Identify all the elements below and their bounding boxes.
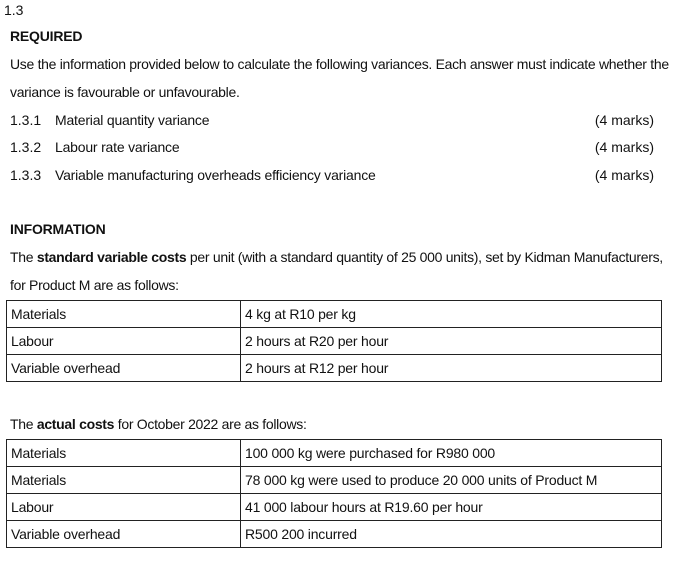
table-cell-value: 4 kg at R10 per kg [241, 301, 662, 328]
required-heading: REQUIRED [10, 28, 83, 44]
table-cell-value: R500 200 incurred [241, 521, 662, 548]
table-row [7, 494, 662, 521]
standard-costs-intro [10, 249, 663, 265]
table-cell-item: Variable overhead [7, 355, 241, 382]
item-label: Material quantity variance [55, 112, 210, 128]
table-row [7, 355, 662, 382]
item-label: Labour rate variance [55, 139, 180, 155]
table-cell-item: Variable overhead [7, 521, 241, 548]
table-cell-item: Materials [7, 467, 241, 494]
table-row [7, 440, 662, 467]
table-row [7, 301, 662, 328]
table-cell-item: Materials [7, 440, 241, 467]
standard-costs-table [6, 300, 662, 382]
table-cell-value: 2 hours at R20 per hour [241, 328, 662, 355]
table-cell-item: Labour [7, 328, 241, 355]
intro-text: per unit (with a standard quantity of 25 000 units), set by Kidman Manufacturers, [186, 249, 663, 265]
actual-costs-table [6, 439, 662, 548]
table-cell-value: 2 hours at R12 per hour [241, 355, 662, 382]
table-row [7, 467, 662, 494]
item-number: 1.3.1 [10, 112, 42, 128]
intro-bold-text: standard variable costs [36, 249, 187, 265]
table-cell-value: 78 000 kg were used to produce 20 000 units of Product M [241, 467, 662, 494]
item-marks: (4 marks) [594, 139, 654, 155]
item-number: 1.3.2 [10, 139, 42, 155]
standard-costs-intro-line2: for Product M are as follows: [10, 277, 179, 293]
information-heading: INFORMATION [10, 221, 106, 237]
actual-costs-intro [10, 416, 307, 432]
intro-text: The [10, 416, 37, 432]
table-cell-value: 100 000 kg were purchased for R980 000 [241, 440, 662, 467]
table-cell-item: Materials [7, 301, 241, 328]
item-number: 1.3.3 [10, 167, 42, 183]
table-cell-value: 41 000 labour hours at R19.60 per hour [241, 494, 662, 521]
intro-bold-text: actual costs [36, 416, 115, 432]
table-row [7, 521, 662, 548]
required-intro-line1: Use the information provided below to calculate the following variances. Each answer must indicate whether the [10, 56, 669, 72]
item-marks: (4 marks) [594, 112, 654, 128]
item-marks: (4 marks) [594, 167, 654, 183]
intro-text: for October 2022 are as follows: [114, 416, 307, 432]
required-intro-line2: variance is favourable or unfavourable. [10, 84, 240, 100]
section-number: 1.3 [4, 2, 24, 18]
item-label: Variable manufacturing overheads efficiency variance [55, 167, 376, 183]
table-cell-item: Labour [7, 494, 241, 521]
table-row [7, 328, 662, 355]
intro-text: The [10, 249, 37, 265]
